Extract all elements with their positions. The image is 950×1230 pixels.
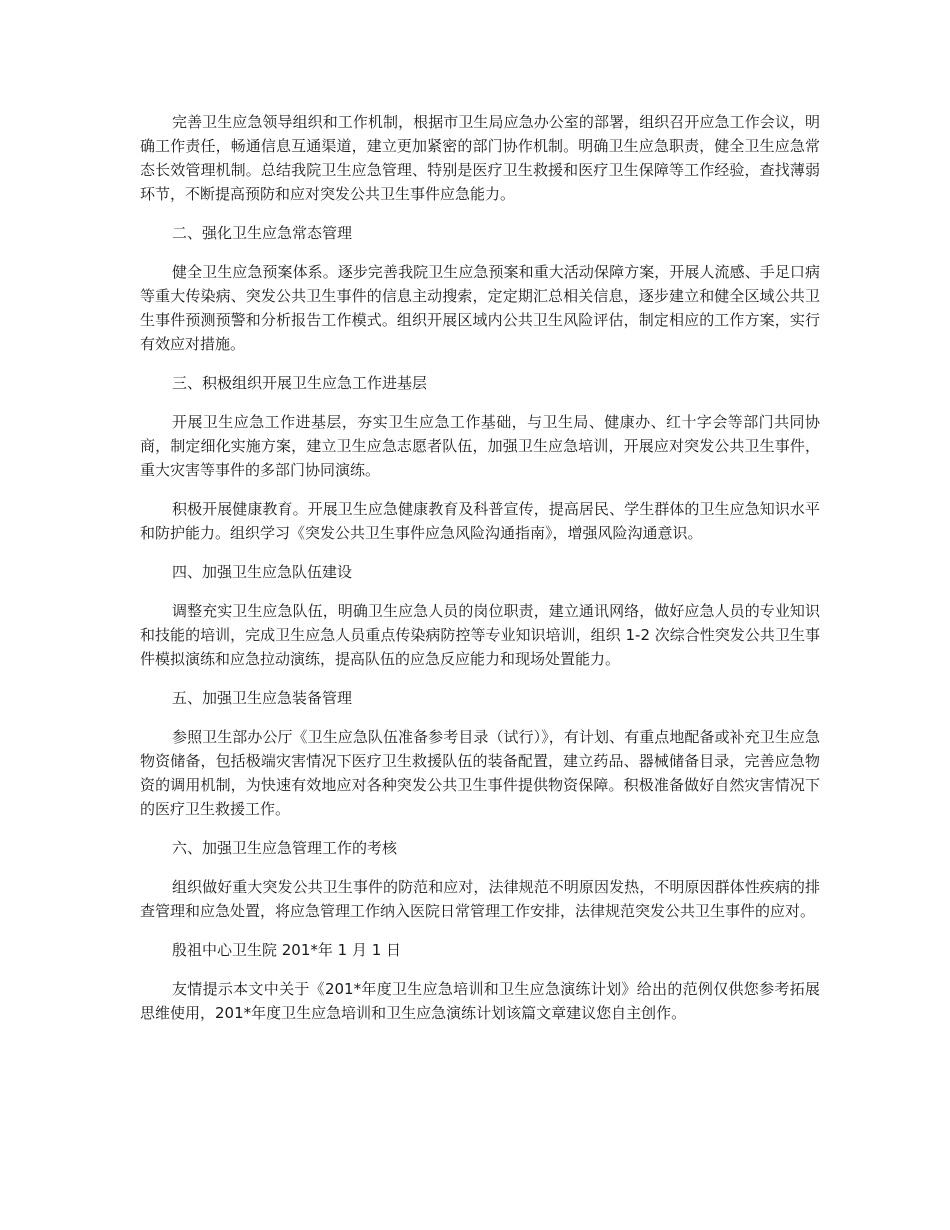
section-heading: 二、强化卫生应急常态管理	[172, 224, 353, 242]
body-paragraph: 完善卫生应急领导组织和工作机制，根据市卫生局应急办公室的部署，组织召开应急工作会议，明确工作责任，畅通信息互通渠道，建立更加紧密的部门协作机制。明确卫生应急职责，健全卫生应急常态长效管理机制。总结我院卫生应急管理、特别是医疗卫生救援和医疗卫生保障等工作经验，查找薄弱环节，不断提高预防和应对突发公共卫生事件应急能力。	[140, 113, 820, 203]
body-paragraph: 调整充实卫生应急队伍，明确卫生应急人员的岗位职责，建立通讯网络，做好应急人员的专业知识和技能的培训，完成卫生应急人员重点传染病防控等专业知识培训，组织 1-2 次综合性突发公共卫生事件模拟演练和应急拉动演练，提高队伍的应急反应能力和现场处置能力。	[140, 602, 820, 668]
section-heading: 五、加强卫生应急装备管理	[172, 689, 353, 707]
section-heading: 殷祖中心卫生院 201*年 1 月 1 日	[172, 941, 402, 959]
body-paragraph: 组织做好重大突发公共卫生事件的防范和应对，法律规范不明原因发热，不明原因群体性疾病的排查管理和应急处置，将应急管理工作纳入医院日常管理工作安排，法律规范突发公共卫生事件的应对。	[140, 878, 820, 920]
section-heading: 六、加强卫生应急管理工作的考核	[172, 839, 398, 857]
body-paragraph: 健全卫生应急预案体系。逐步完善我院卫生应急预案和重大活动保障方案，开展人流感、手足口病等重大传染病、突发公共卫生事件的信息主动搜索，定定期汇总相关信息，逐步建立和健全区域公共卫生事件预测预警和分析报告工作模式。组织开展区域内公共卫生风险评估，制定相应的工作方案，实行有效应对措施。	[140, 263, 820, 353]
body-paragraph: 友情提示本文中关于《201*年度卫生应急培训和卫生应急演练计划》给出的范例仅供您参考拓展思维使用，201*年度卫生应急培训和卫生应急演练计划该篇文章建议您自主创作。	[140, 980, 820, 1022]
body-paragraph: 参照卫生部办公厅《卫生应急队伍准备参考目录（试行）》，有计划、有重点地配备或补充卫生应急物资储备，包括极端灾害情况下医疗卫生救援队伍的装备配置，建立药品、器械储备目录，完善应急物资的调用机制，为快速有效地应对各种突发公共卫生事件提供物资保障。积极准备做好自然灾害情况下的医疗卫生救援工作。	[140, 728, 820, 818]
body-paragraph: 积极开展健康教育。开展卫生应急健康教育及科普宣传，提高居民、学生群体的卫生应急知识水平和防护能力。组织学习《突发公共卫生事件应急风险沟通指南》，增强风险沟通意识。	[140, 500, 820, 542]
section-heading: 三、积极组织开展卫生应急工作进基层	[172, 374, 428, 392]
section-heading: 四、加强卫生应急队伍建设	[172, 563, 353, 581]
document-body	[140, 110, 820, 1040]
body-paragraph: 开展卫生应急工作进基层，夯实卫生应急工作基础，与卫生局、健康办、红十字会等部门共同协商，制定细化实施方案，建立卫生应急志愿者队伍，加强卫生应急培训，开展应对突发公共卫生事件，重大灾害等事件的多部门协同演练。	[140, 413, 820, 479]
